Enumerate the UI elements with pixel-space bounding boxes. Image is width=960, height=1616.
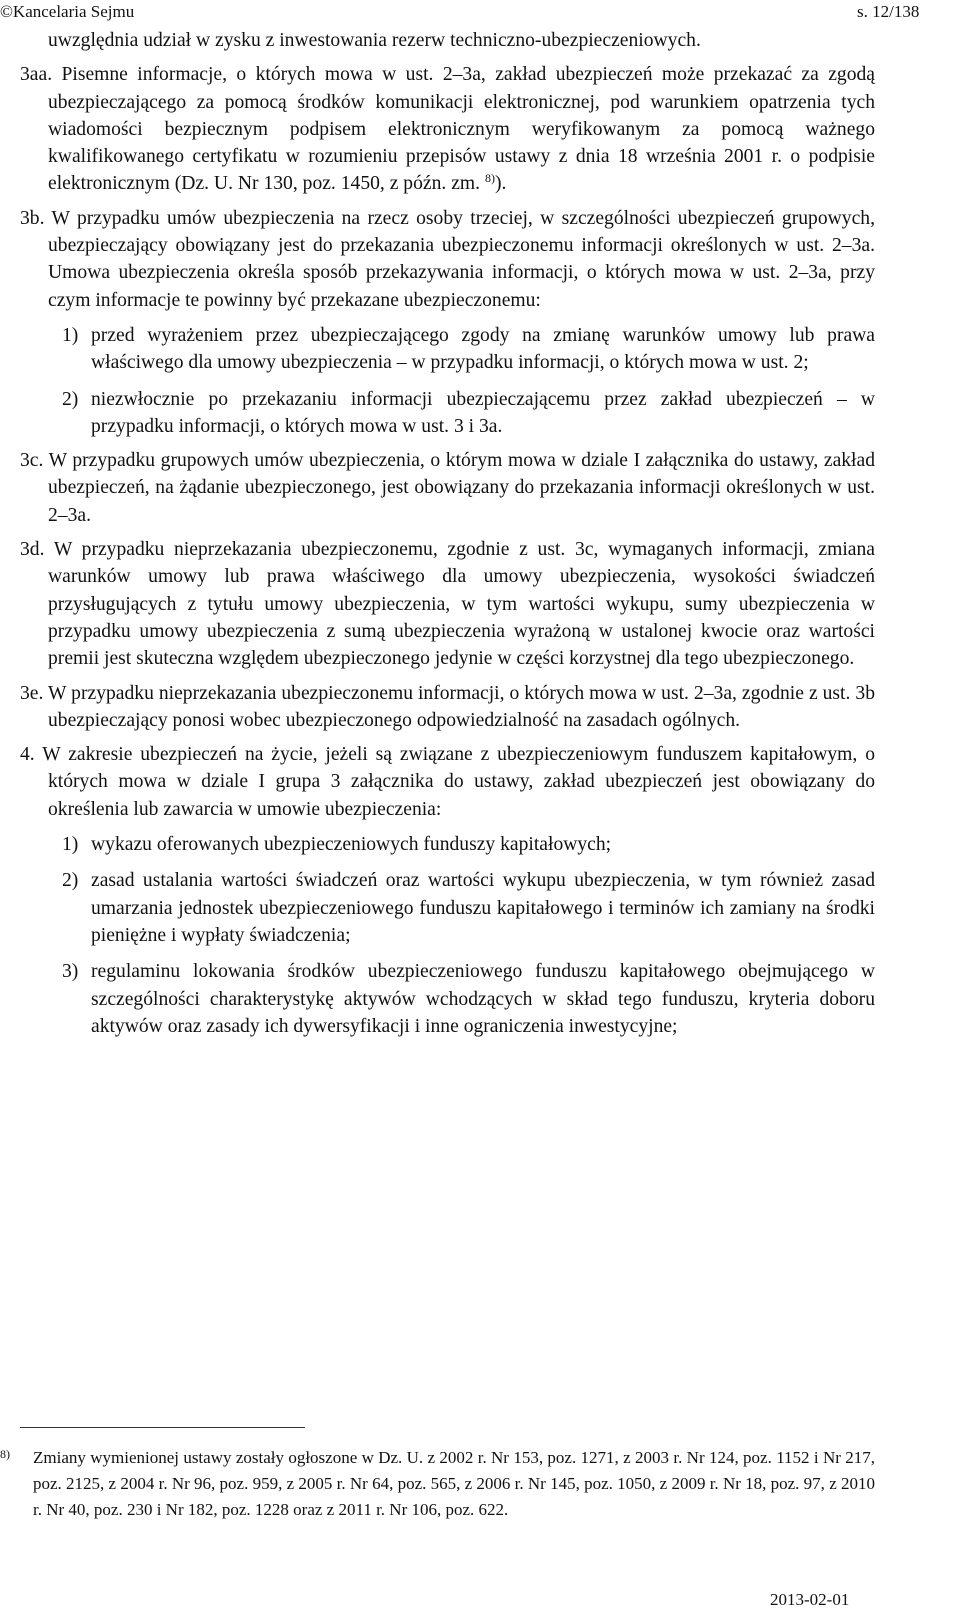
list-item-number: 2) bbox=[62, 388, 79, 410]
list-item-number: 1) bbox=[62, 834, 79, 856]
page-header bbox=[0, 2, 960, 24]
footnote-divider bbox=[20, 1427, 305, 1428]
list-item-text: regulaminu lokowania środków ubezpieczeniowego funduszu kapitałowego obejmującego w szczególności charakterystykę aktywów wchodzących w skład tego funduszu, kryteria doboru aktywów oraz zasady ich dywersyfikacji i inne ograniczenia inwestycyjne; bbox=[91, 961, 875, 1037]
list-item bbox=[20, 322, 875, 377]
list-item-number: 3) bbox=[62, 961, 79, 983]
paragraph-4: 4. W zakresie ubezpieczeń na życie, jeżeli są związane z ubezpieczeniowym funduszem kapitałowym, o których mowa w dziale I grupa 3 załącznika do ustawy, zakład ubezpieczeń jest obowiązany do określenia lub zawarcia w umowie ubezpieczenia: bbox=[20, 744, 875, 820]
paragraph-3c: 3c. W przypadku grupowych umów ubezpieczenia, o którym mowa w dziale I załącznika do ustawy, zakład ubezpieczeń, na żądanie ubezpieczonego, jest obowiązany do przekazania informacji określonych w ust. 2–3a. bbox=[20, 450, 875, 526]
list-item bbox=[20, 867, 875, 949]
page-number: s. 12/138 bbox=[857, 2, 920, 21]
paragraph-3e: 3e. W przypadku nieprzekazania ubezpieczonemu informacji, o których mowa w ust. 2–3a, zgodnie z ust. 3b ubezpieczający ponosi wobec ubezpieczonego odpowiedzialność na zasadach ogólnych. bbox=[20, 682, 875, 731]
list-item-text: wykazu oferowanych ubezpieczeniowych funduszy kapitałowych; bbox=[91, 834, 612, 856]
footnote-mark: 8) bbox=[0, 1447, 10, 1461]
paragraph-3d: 3d. W przypadku nieprzekazania ubezpieczonemu, zgodnie z ust. 3c, wymaganych informacji, zmiana warunków umowy lub prawa właściwego dla umowy ubezpieczenia, wysokości świadczeń przysługujących z tytułu umowy ubezpieczenia, w tym wartości wykupu, sumy ubezpieczenia w przypadku umowy ubezpieczenia z sumą ubezpieczenia wyrażoną w ustalonej kwocie oraz wartości premii jest skuteczna względem ubezpieczonego jedynie w części korzystnej dla tego ubezpieczonego. bbox=[20, 539, 875, 670]
document-body bbox=[20, 27, 875, 1040]
paragraph-3aa bbox=[20, 61, 875, 197]
footer-date: 2013-02-01 bbox=[770, 1590, 850, 1609]
header-source: ©Kancelaria Sejmu bbox=[0, 2, 135, 21]
list-item bbox=[20, 958, 875, 1040]
list-item-text: zasad ustalania wartości świadczeń oraz wartości wykupu ubezpieczenia, w tym również zasad umarzania jednostek ubezpieczeniowego funduszu kapitałowego i terminów ich zamiany na środki pieniężne i wypłaty świadczenia; bbox=[91, 870, 875, 946]
list-item bbox=[20, 831, 875, 858]
footnote-text: Zmiany wymienionej ustawy zostały ogłoszone w Dz. U. z 2002 r. Nr 153, poz. 1271, z 2003 r. Nr 124, poz. 1152 i Nr 217, poz. 2125, z 2004 r. Nr 96, poz. 959, z 2005 r. Nr 64, poz. 565, z 2006 r. Nr 145, poz. 1050, z 2009 r. Nr 18, poz. 97, z 2010 r. Nr 40, poz. 230 i Nr 182, poz. 1228 oraz z 2011 r. Nr 106, poz. 622. bbox=[33, 1448, 875, 1519]
list-item bbox=[20, 386, 875, 441]
list-item-number: 2) bbox=[62, 870, 79, 892]
list-item-text: niezwłocznie po przekazaniu informacji ubezpieczającemu przez zakład ubezpieczeń – w przypadku informacji, o których mowa w ust. 3 i 3a. bbox=[91, 388, 875, 437]
paragraph-3aa-text: 3aa. Pisemne informacje, o których mowa w ust. 2–3a, zakład ubezpieczeń może przekazać za zgodą ubezpieczającego za pomocą środków komunikacji elektronicznej, pod warunkiem opatrzenia tych wiadomości bezpiecznym podpisem elektronicznym weryfikowanym za pomocą ważnego kwalifikowanego certyfikatu w rozumieniu przepisów ustawy z dnia 18 września 2001 r. o podpisie elektronicznym (Dz. U. Nr 130, poz. 1450, z późn. zm. bbox=[20, 64, 875, 195]
list-item-number: 1) bbox=[62, 324, 79, 346]
paragraph-3aa-tail: ). bbox=[494, 173, 507, 195]
paragraph-continuation: uwzględnia udział w zysku z inwestowania rezerw techniczno-ubezpieczeniowych. bbox=[48, 30, 701, 51]
footnote-ref: 8) bbox=[484, 171, 495, 186]
paragraph-3b: 3b. W przypadku umów ubezpieczenia na rzecz osoby trzeciej, w szczególności ubezpieczeń grupowych, ubezpieczający obowiązany jest do przekazania ubezpieczonemu informacji określonych w ust. 2–3a. Umowa ubezpieczenia określa sposób przekazywania informacji, o których mowa w ust. 2–3a, przy czym informacje te powinny być przekazane ubezpieczonemu: bbox=[20, 207, 875, 311]
list-item-text: przed wyrażeniem przez ubezpieczającego zgody na zmianę warunków umowy lub prawa właściwego dla umowy ubezpieczenia – w przypadku informacji, o których mowa w ust. 2; bbox=[91, 324, 875, 374]
